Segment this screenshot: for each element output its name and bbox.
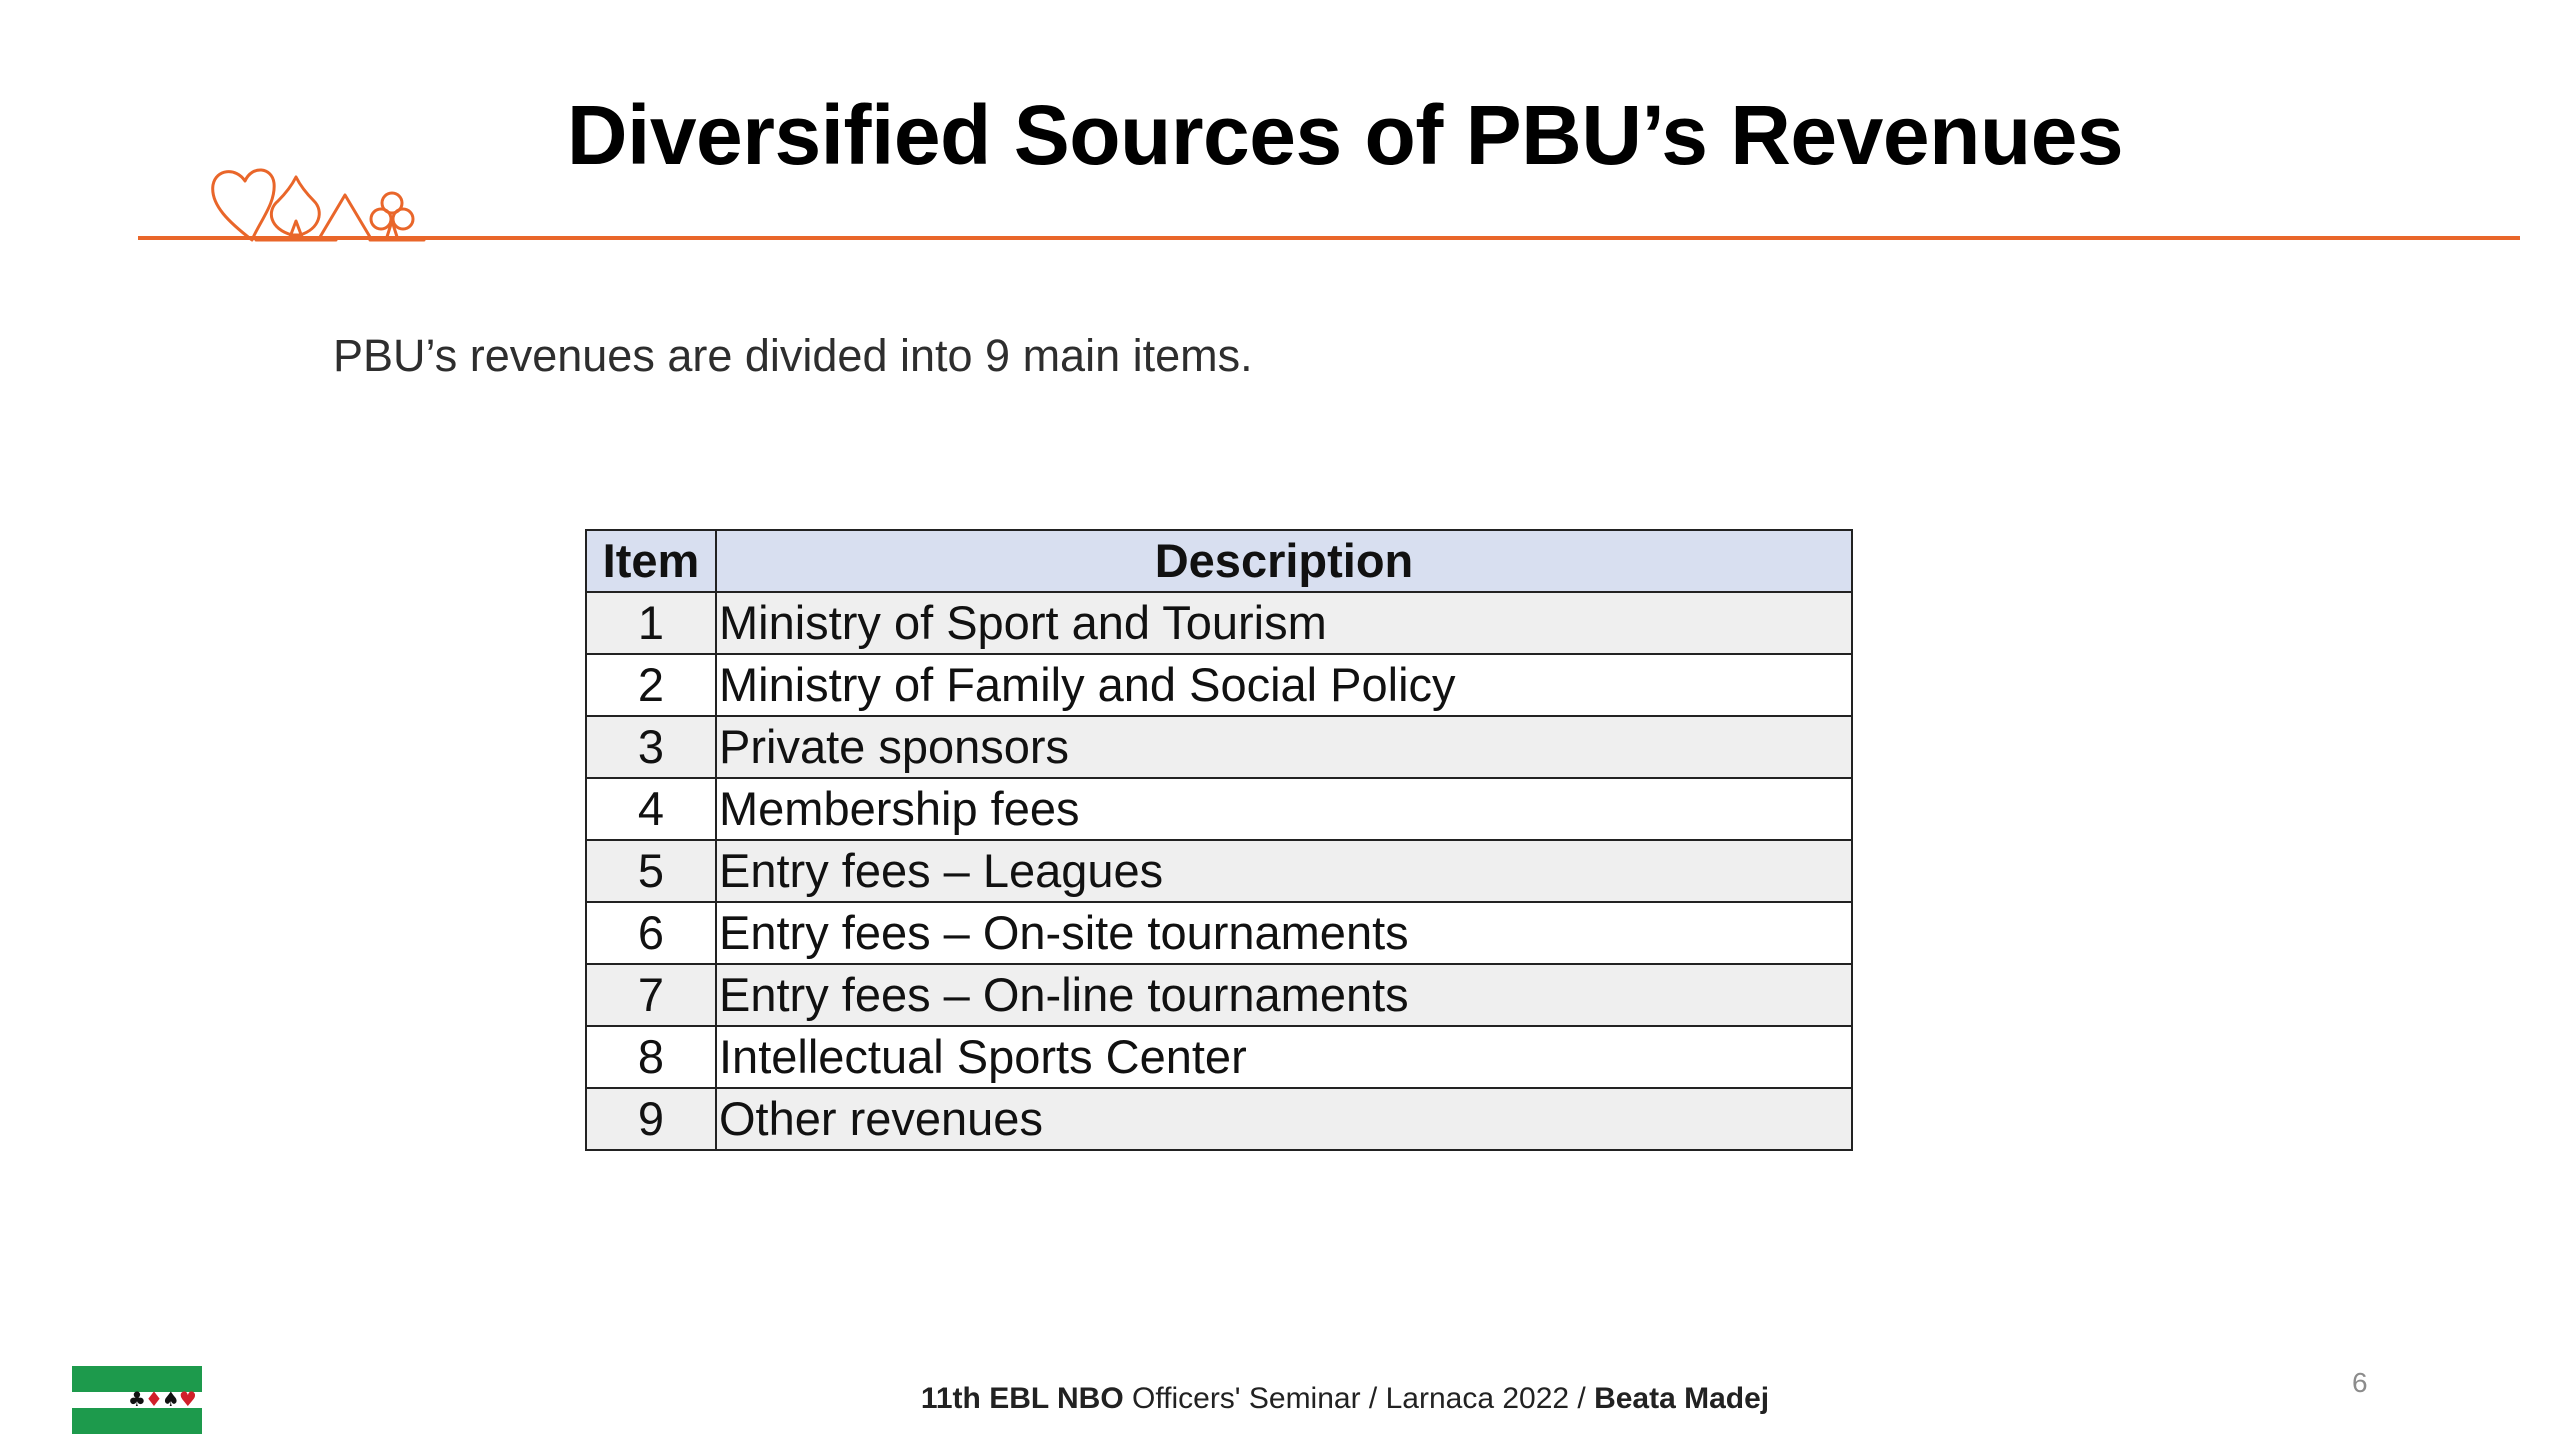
description-cell: Membership fees [716, 778, 1852, 840]
description-cell: Other revenues [716, 1088, 1852, 1150]
slide-footer [0, 1382, 2560, 1416]
item-number-cell: 3 [586, 716, 716, 778]
table-header-row [586, 530, 1852, 592]
footer-event-text: Officers' Seminar / Larnaca 2022 / [1123, 1382, 1595, 1415]
item-number-cell: 4 [586, 778, 716, 840]
table-row [586, 902, 1852, 964]
item-number-cell: 6 [586, 902, 716, 964]
footer-event-bold: 11th EBL NBO [920, 1382, 1124, 1415]
revenue-items-table [585, 529, 1853, 1151]
spade-icon: ♠ [161, 1387, 179, 1411]
table-row [586, 1088, 1852, 1150]
footer-author: Beata Madej [1594, 1382, 1770, 1415]
table-row [586, 778, 1852, 840]
heart-icon: ♥ [178, 1387, 196, 1411]
title-divider [138, 236, 2520, 240]
table-row [586, 716, 1852, 778]
page-number: 6 [2352, 1367, 2368, 1398]
item-number-cell: 1 [586, 592, 716, 654]
item-number-cell: 2 [586, 654, 716, 716]
description-cell: Private sponsors [716, 716, 1852, 778]
item-number-cell: 5 [586, 840, 716, 902]
diamond-icon: ♦ [144, 1387, 162, 1411]
description-cell: Ministry of Sport and Tourism [716, 592, 1852, 654]
intro-text: PBU’s revenues are divided into 9 main items. [333, 330, 1253, 381]
description-cell: Ministry of Family and Social Policy [716, 654, 1852, 716]
column-header-description: Description [716, 530, 1852, 592]
item-number-cell: 7 [586, 964, 716, 1026]
slide-title: Diversified Sources of PBU’s Revenues [566, 87, 2124, 182]
description-cell: Entry fees – On-site tournaments [716, 902, 1852, 964]
item-number-cell: 9 [586, 1088, 716, 1150]
revenue-table-container [585, 529, 1853, 1151]
description-cell: Entry fees – Leagues [716, 840, 1852, 902]
description-cell: Entry fees – On-line tournaments [716, 964, 1852, 1026]
table-row [586, 840, 1852, 902]
table-row [586, 1026, 1852, 1088]
item-number-cell: 8 [586, 1026, 716, 1088]
column-header-item: Item [586, 530, 716, 592]
club-icon: ♣ [128, 1387, 145, 1411]
table-row [586, 964, 1852, 1026]
table-row [586, 654, 1852, 716]
description-cell: Intellectual Sports Center [716, 1026, 1852, 1088]
table-row [586, 592, 1852, 654]
